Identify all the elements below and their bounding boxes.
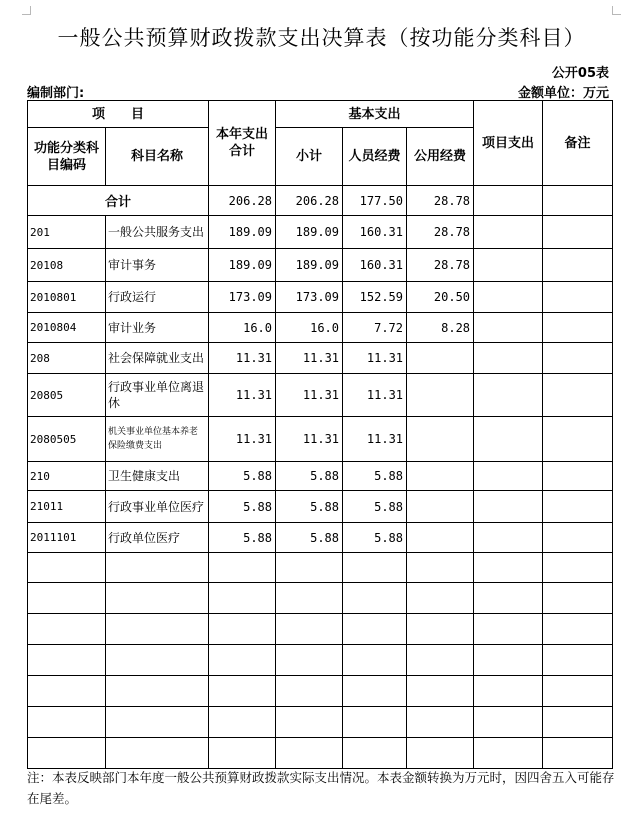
empty-cell: [28, 738, 106, 769]
empty-cell: [276, 707, 343, 738]
header-subtotal: 小计: [276, 128, 343, 186]
table-row: [28, 374, 613, 417]
row-name: 行政事业单位离退休: [106, 374, 209, 417]
row-project: [474, 491, 543, 523]
empty-cell: [28, 553, 106, 583]
total-remark: [543, 186, 613, 216]
empty-cell: [209, 676, 276, 707]
row-total: 173.09: [209, 282, 276, 313]
row-code: 208: [28, 343, 106, 374]
empty-cell: [106, 645, 209, 676]
row-subtotal: 173.09: [276, 282, 343, 313]
empty-cell: [276, 553, 343, 583]
row-project: [474, 374, 543, 417]
row-public: 28.78: [407, 216, 474, 249]
header-subject-name: 科目名称: [106, 128, 209, 186]
header-remark: 备注: [543, 101, 613, 186]
row-remark: [543, 249, 613, 282]
row-subtotal: 5.88: [276, 491, 343, 523]
row-personnel: 5.88: [343, 491, 407, 523]
row-personnel: 160.31: [343, 216, 407, 249]
row-subtotal: 189.09: [276, 249, 343, 282]
table-row: [28, 249, 613, 282]
row-public: [407, 523, 474, 553]
empty-cell: [209, 553, 276, 583]
table-row: [28, 313, 613, 343]
row-total: 11.31: [209, 343, 276, 374]
table-row: [28, 216, 613, 249]
row-remark: [543, 523, 613, 553]
empty-cell: [543, 707, 613, 738]
table-row: [28, 523, 613, 553]
row-name: 社会保障就业支出: [106, 343, 209, 374]
row-personnel: 5.88: [343, 523, 407, 553]
row-code: 20108: [28, 249, 106, 282]
empty-cell: [343, 583, 407, 614]
empty-cell: [276, 738, 343, 769]
page-corner-mark-right: [612, 6, 621, 15]
empty-cell: [474, 583, 543, 614]
row-name: 行政运行: [106, 282, 209, 313]
empty-cell: [276, 676, 343, 707]
row-personnel: 11.31: [343, 343, 407, 374]
empty-cell: [209, 583, 276, 614]
empty-cell: [543, 676, 613, 707]
empty-cell: [474, 738, 543, 769]
empty-row: [28, 707, 613, 738]
row-project: [474, 417, 543, 462]
row-public: [407, 374, 474, 417]
row-code: 2010804: [28, 313, 106, 343]
total-row: [28, 186, 613, 216]
empty-row: [28, 614, 613, 645]
row-total: 189.09: [209, 249, 276, 282]
row-remark: [543, 491, 613, 523]
row-remark: [543, 374, 613, 417]
row-personnel: 7.72: [343, 313, 407, 343]
empty-cell: [106, 738, 209, 769]
row-name: 审计事务: [106, 249, 209, 282]
empty-cell: [474, 614, 543, 645]
row-remark: [543, 462, 613, 491]
empty-cell: [209, 707, 276, 738]
empty-cell: [209, 614, 276, 645]
table-row: [28, 282, 613, 313]
row-subtotal: 11.31: [276, 374, 343, 417]
row-subtotal: 5.88: [276, 462, 343, 491]
header-personnel: 人员经费: [343, 128, 407, 186]
row-total: 11.31: [209, 374, 276, 417]
empty-cell: [343, 707, 407, 738]
header-item: 项 目: [28, 101, 209, 128]
empty-cell: [407, 707, 474, 738]
empty-cell: [343, 614, 407, 645]
row-project: [474, 216, 543, 249]
empty-cell: [407, 553, 474, 583]
empty-cell: [474, 707, 543, 738]
row-public: 28.78: [407, 249, 474, 282]
empty-cell: [407, 676, 474, 707]
empty-cell: [407, 645, 474, 676]
empty-cell: [209, 738, 276, 769]
row-public: 20.50: [407, 282, 474, 313]
row-remark: [543, 417, 613, 462]
row-code: 2080505: [28, 417, 106, 462]
empty-cell: [543, 645, 613, 676]
row-name: 一般公共服务支出: [106, 216, 209, 249]
row-subtotal: 189.09: [276, 216, 343, 249]
empty-cell: [106, 676, 209, 707]
total-label: 合计: [28, 186, 209, 216]
row-code: 210: [28, 462, 106, 491]
empty-cell: [106, 614, 209, 645]
header-project: 项目支出: [474, 101, 543, 186]
row-code: 20805: [28, 374, 106, 417]
total-public: 28.78: [407, 186, 474, 216]
empty-cell: [474, 676, 543, 707]
expenditure-table: [27, 100, 613, 769]
empty-cell: [106, 707, 209, 738]
row-public: 8.28: [407, 313, 474, 343]
header-func-code: 功能分类科目编码: [28, 128, 106, 186]
empty-cell: [407, 614, 474, 645]
row-public: [407, 491, 474, 523]
row-name: 行政事业单位医疗: [106, 491, 209, 523]
table-row: [28, 491, 613, 523]
row-subtotal: 11.31: [276, 343, 343, 374]
row-total: 11.31: [209, 417, 276, 462]
row-code: 21011: [28, 491, 106, 523]
empty-row: [28, 553, 613, 583]
row-total: 189.09: [209, 216, 276, 249]
row-total: 5.88: [209, 523, 276, 553]
report-title: 一般公共预算财政拨款支出决算表（按功能分类科目）: [57, 26, 586, 50]
row-total: 5.88: [209, 491, 276, 523]
row-total: 16.0: [209, 313, 276, 343]
row-project: [474, 343, 543, 374]
row-personnel: 160.31: [343, 249, 407, 282]
empty-cell: [407, 583, 474, 614]
total-subtotal: 206.28: [276, 186, 343, 216]
empty-cell: [106, 583, 209, 614]
total-total: 206.28: [209, 186, 276, 216]
row-project: [474, 523, 543, 553]
empty-cell: [543, 583, 613, 614]
table-row: [28, 462, 613, 491]
row-code: 201: [28, 216, 106, 249]
row-project: [474, 313, 543, 343]
empty-cell: [543, 553, 613, 583]
empty-cell: [209, 645, 276, 676]
empty-cell: [28, 614, 106, 645]
empty-row: [28, 738, 613, 769]
row-name: 审计业务: [106, 313, 209, 343]
empty-cell: [543, 738, 613, 769]
empty-row: [28, 645, 613, 676]
empty-cell: [343, 553, 407, 583]
row-remark: [543, 343, 613, 374]
row-remark: [543, 282, 613, 313]
empty-cell: [474, 645, 543, 676]
empty-row: [28, 676, 613, 707]
empty-cell: [407, 738, 474, 769]
empty-cell: [106, 553, 209, 583]
row-subtotal: 16.0: [276, 313, 343, 343]
row-public: [407, 462, 474, 491]
total-project: [474, 186, 543, 216]
row-project: [474, 462, 543, 491]
row-code: 2011101: [28, 523, 106, 553]
total-personnel: 177.50: [343, 186, 407, 216]
row-subtotal: 5.88: [276, 523, 343, 553]
row-total: 5.88: [209, 462, 276, 491]
empty-cell: [343, 738, 407, 769]
row-name: 机关事业单位基本养老保险缴费支出: [106, 417, 209, 462]
empty-cell: [28, 583, 106, 614]
row-name: 行政单位医疗: [106, 523, 209, 553]
empty-cell: [28, 645, 106, 676]
row-personnel: 5.88: [343, 462, 407, 491]
row-subtotal: 11.31: [276, 417, 343, 462]
empty-cell: [543, 614, 613, 645]
header-total: 本年支出合计: [209, 101, 276, 186]
header-basic: 基本支出: [276, 101, 474, 128]
empty-cell: [343, 676, 407, 707]
row-public: [407, 417, 474, 462]
table-code: 公开05表: [551, 66, 609, 81]
empty-cell: [343, 645, 407, 676]
dept-label: 编制部门:: [27, 86, 85, 101]
empty-cell: [28, 676, 106, 707]
row-code: 2010801: [28, 282, 106, 313]
empty-cell: [28, 707, 106, 738]
header-public: 公用经费: [407, 128, 474, 186]
page-corner-mark-left: [22, 6, 31, 15]
row-project: [474, 249, 543, 282]
empty-cell: [276, 614, 343, 645]
row-public: [407, 343, 474, 374]
footnote: 注：本表反映部门本年度一般公共预算财政拨款实际支出情况。本表金额转换为万元时，因四舍五入可能存在尾差。: [27, 770, 615, 806]
row-name: 卫生健康支出: [106, 462, 209, 491]
row-personnel: 152.59: [343, 282, 407, 313]
empty-cell: [276, 645, 343, 676]
empty-cell: [474, 553, 543, 583]
empty-row: [28, 583, 613, 614]
row-personnel: 11.31: [343, 417, 407, 462]
unit-label: 金额单位：万元: [517, 86, 609, 101]
empty-cell: [276, 583, 343, 614]
row-remark: [543, 313, 613, 343]
table-row: [28, 417, 613, 462]
row-project: [474, 282, 543, 313]
row-remark: [543, 216, 613, 249]
row-personnel: 11.31: [343, 374, 407, 417]
table-row: [28, 343, 613, 374]
